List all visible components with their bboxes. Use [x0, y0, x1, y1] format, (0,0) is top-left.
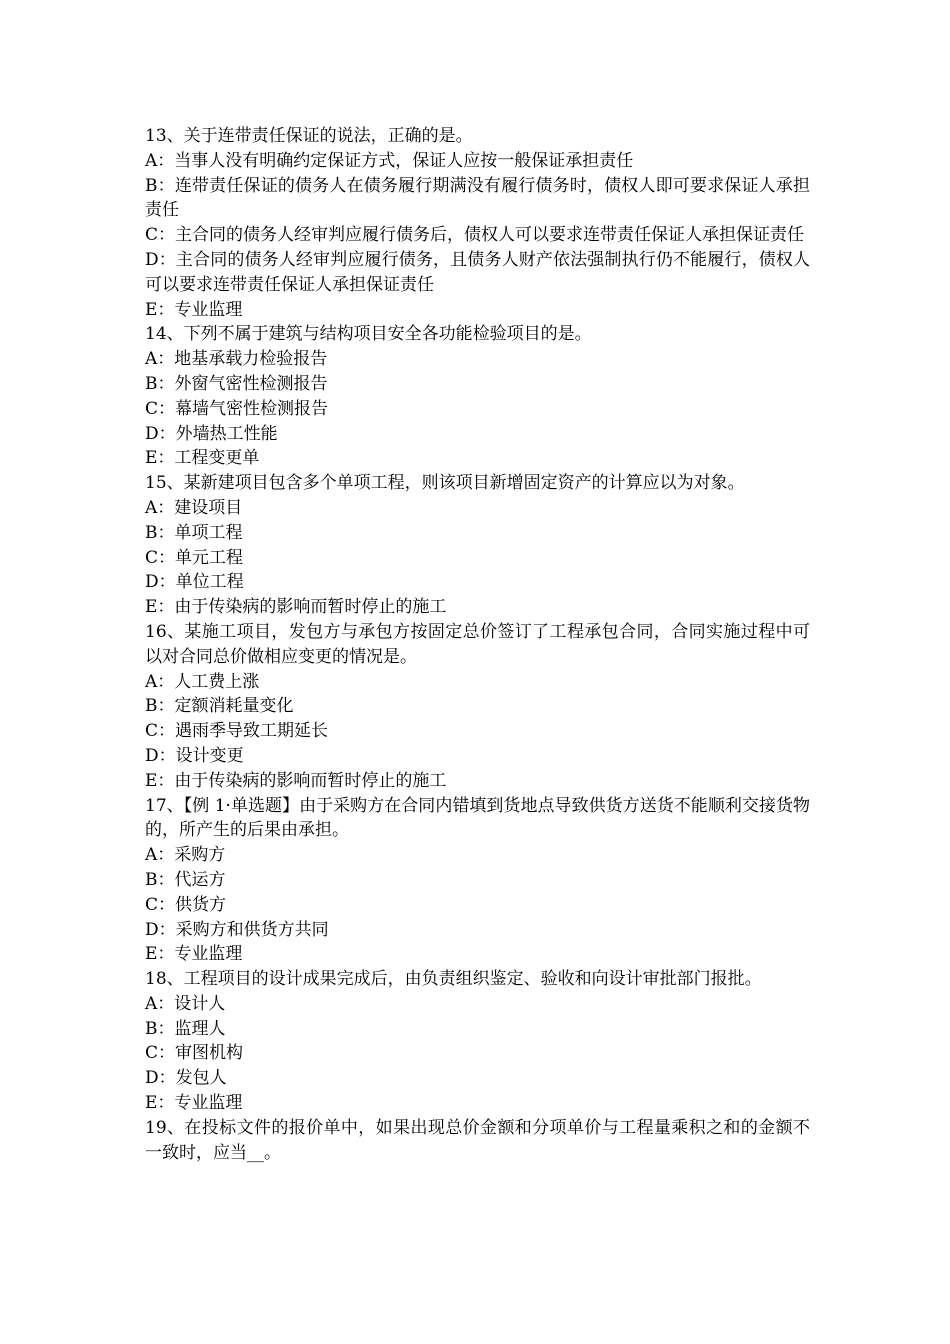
question-13-option-b: B：连带责任保证的债务人在债务履行期满没有履行债务时，债权人即可要求保证人承担责任 — [145, 175, 810, 221]
question-15-stem: 15、某新建项目包含多个单项工程，则该项目新增固定资产的计算应以为对象。 — [145, 473, 745, 494]
question-18-option-c: C：审图机构 — [145, 1043, 244, 1064]
question-15-option-e: E：由于传染病的影响而暂时停止的施工 — [145, 597, 447, 618]
question-16-option-d: D：设计变更 — [145, 745, 244, 766]
question-14-option-a: A：地基承载力检验报告 — [145, 349, 328, 370]
question-13-option-c: C：主合同的债务人经审判应履行债务后，债权人可以要求连带责任保证人承担保证责任 — [145, 225, 805, 246]
question-18-option-b: B：监理人 — [145, 1018, 226, 1039]
question-17-option-d: D：采购方和供货方共同 — [145, 919, 329, 940]
question-13-option-d: D：主合同的债务人经审判应履行债务，且债务人财产依法强制执行仍不能履行，债权人可以要求连带责任保证人承担保证责任 — [145, 249, 810, 295]
question-19-stem: 19、在投标文件的报价单中，如果出现总价金额和分项单价与工程量乘积之和的金额不一致时，应当__。 — [145, 1117, 810, 1163]
question-13-option-a: A：当事人没有明确约定保证方式，保证人应按一般保证承担责任 — [145, 150, 634, 171]
question-14-option-b: B：外窗气密性检测报告 — [145, 373, 328, 394]
question-18-stem: 18、工程项目的设计成果完成后，由负责组织鉴定、验收和向设计审批部门报批。 — [145, 969, 762, 990]
question-17-option-a: A：采购方 — [145, 845, 226, 866]
question-16-option-e: E：由于传染病的影响而暂时停止的施工 — [145, 770, 447, 791]
question-14-option-e: E：工程变更单 — [145, 448, 260, 469]
question-18-option-a: A：设计人 — [145, 993, 226, 1014]
question-18-option-d: D：发包人 — [145, 1068, 227, 1089]
question-17-stem: 17、【例 1·单选题】由于采购方在合同内错填到货地点导致供货方送货不能顺利交接货物的，所产生的后果由承担。 — [145, 795, 810, 841]
question-14-option-c: C：幕墙气密性检测报告 — [145, 398, 329, 419]
question-17-option-e: E：专业监理 — [145, 944, 243, 965]
question-13-option-e: E：专业监理 — [145, 299, 243, 320]
question-15-option-d: D：单位工程 — [145, 572, 244, 593]
question-14-stem: 14、下列不属于建筑与结构项目安全各功能检验项目的是。 — [145, 324, 592, 345]
question-14-option-d: D：外墙热工性能 — [145, 423, 278, 444]
document-page — [145, 124, 810, 1165]
question-17-option-b: B：代运方 — [145, 869, 226, 890]
question-16-option-b: B：定额消耗量变化 — [145, 696, 294, 717]
question-13-stem: 13、关于连带责任保证的说法，正确的是。 — [145, 126, 473, 146]
question-16-option-c: C：遇雨季导致工期延长 — [145, 721, 329, 742]
question-17-option-c: C：供货方 — [145, 894, 227, 915]
question-15-option-c: C：单元工程 — [145, 547, 244, 568]
question-16-stem: 16、某施工项目，发包方与承包方按固定总价签订了工程承包合同，合同实施过程中可以对合同总价做相应变更的情况是。 — [145, 621, 810, 667]
question-16-option-a: A：人工费上涨 — [145, 671, 260, 692]
question-15-option-b: B：单项工程 — [145, 522, 243, 543]
question-18-option-e: E：专业监理 — [145, 1093, 243, 1114]
question-15-option-a: A：建设项目 — [145, 497, 243, 518]
